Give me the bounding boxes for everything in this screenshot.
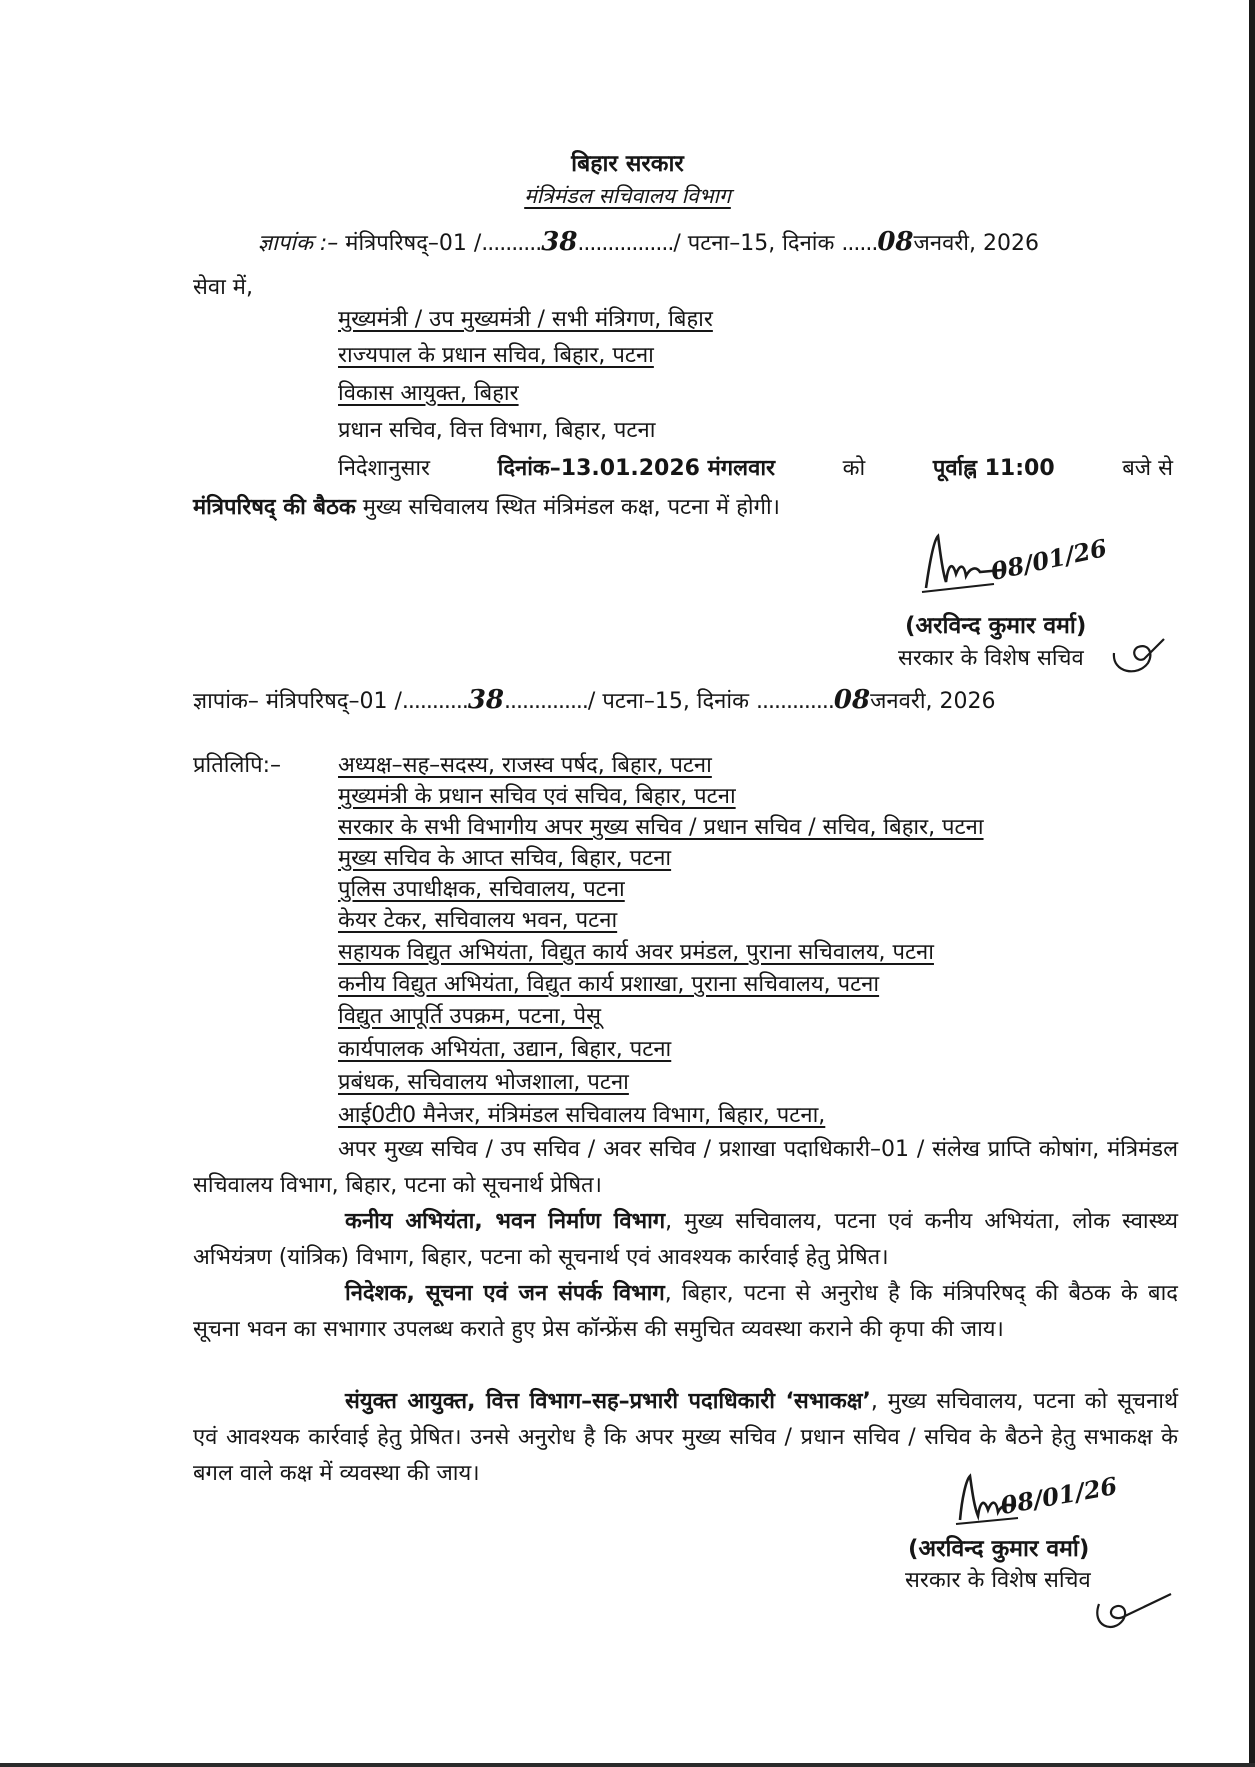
memo-ref-label: ज्ञापांक :– bbox=[258, 231, 339, 256]
copy-recipient: प्रबंधक, सचिवालय भोजशाला, पटना bbox=[338, 1070, 629, 1095]
memo-month-year: जनवरी, 2026 bbox=[870, 689, 996, 714]
recipient-item: विकास आयुक्त, बिहार bbox=[338, 381, 519, 406]
signatory-name: (अरविन्द कुमार वर्मा) bbox=[908, 1536, 1090, 1562]
copy-recipient: आई0टी0 मैनेजर, मंत्रिमंडल सचिवालय विभाग, बिहार, पटना, bbox=[338, 1103, 826, 1128]
initial-mark bbox=[1108, 633, 1168, 681]
signatory-designation: सरकार के विशेष सचिव bbox=[898, 646, 1084, 671]
memo-month-year: जनवरी, 2026 bbox=[913, 231, 1039, 256]
notice-line-1: निदेशानुसार दिनांक–13.01.2026 मंगलवार को पूर्वाह्न 11:00 बजे से bbox=[338, 456, 1173, 481]
memo-ref-prefix: मंत्रिपरिषद्–01 / bbox=[265, 689, 402, 714]
copy-recipient: अध्यक्ष–सह–सदस्य, राजस्व पर्षद, बिहार, पटना bbox=[338, 753, 712, 778]
forward-paragraph-4: संयुक्त आयुक्त, वित्त विभाग–सह–प्रभारी पदाधिकारी ‘सभाकक्ष’, मुख्य सचिवालय, पटना को सूचनार्थ एवं आवश्यक कार्रवाई हेतु प्रेषित। उनसे अनुरोध है कि अपर मुख्य सचिव / प्रधान सचिव / सचिव के बैठने हेतु सभाकक्ष के बगल वाले कक्ष में व्यवस्था की जाय। bbox=[193, 1389, 1178, 1486]
recipient-item: राज्यपाल के प्रधान सचिव, बिहार, पटना bbox=[338, 343, 654, 368]
memo-reference-line-1: ज्ञापांक :– मंत्रिपरिषद्–01 /..........38................/ पटना–15, दिनांक ......08जनवरी, 2026 bbox=[258, 227, 1039, 257]
recipient-item: प्रधान सचिव, वित्त विभाग, बिहार, पटना bbox=[338, 418, 656, 443]
memo-ref-prefix: मंत्रिपरिषद्–01 / bbox=[345, 231, 482, 256]
memo-day: 08 bbox=[833, 685, 871, 715]
signatory-designation: सरकार के विशेष सचिव bbox=[905, 1568, 1091, 1593]
memo-day: 08 bbox=[877, 227, 914, 257]
meeting-date: दिनांक–13.01.2026 मंगलवार bbox=[497, 456, 776, 481]
memo-city-date-label: / पटना–15, दिनांक bbox=[587, 689, 749, 714]
signature-date: 08/01/26 bbox=[988, 533, 1110, 586]
copy-recipient: पुलिस उपाधीक्षक, सचिवालय, पटना bbox=[338, 877, 625, 902]
forward-paragraph-3: निदेशक, सूचना एवं जन संपर्क विभाग, बिहार, पटना से अनुरोध है कि मंत्रिपरिषद् की बैठक के बाद सूचना भवन का सभागार उपलब्ध कराते हुए प्रेस कॉन्फ्रेंस की समुचित व्यवस्था कराने की कृपा की जाय। bbox=[193, 1281, 1178, 1342]
signatory-name: (अरविन्द कुमार वर्मा) bbox=[905, 613, 1087, 639]
department-heading: मंत्रिमंडल सचिवालय विभाग bbox=[524, 184, 731, 208]
meeting-time: पूर्वाह्न 11:00 bbox=[932, 456, 1055, 481]
copy-recipient: मुख्य सचिव के आप्त सचिव, बिहार, पटना bbox=[338, 846, 672, 871]
scan-edge-right bbox=[1249, 0, 1255, 1767]
signature-date: 08/01/26 bbox=[998, 1471, 1120, 1521]
recipient-item: मुख्यमंत्री / उप मुख्यमंत्री / सभी मंत्रिगण, बिहार bbox=[338, 307, 713, 332]
government-heading: बिहार सरकार bbox=[571, 151, 684, 177]
salutation: सेवा में, bbox=[193, 275, 253, 300]
memo-number: 38 bbox=[541, 227, 578, 257]
copy-recipient: कार्यपालक अभियंता, उद्यान, बिहार, पटना bbox=[338, 1037, 672, 1062]
forward-paragraph-1: अपर मुख्य सचिव / उप सचिव / अवर सचिव / प्रशाखा पदाधिकारी–01 / संलेख प्राप्ति कोषांग, मंत्रिमंडल सचिवालय विभाग, बिहार, पटना को सूचनार्थ प्रेषित। bbox=[193, 1137, 1178, 1198]
initial-mark bbox=[1085, 1590, 1175, 1640]
forward-paragraph-2: कनीय अभियंता, भवन निर्माण विभाग, मुख्य सचिवालय, पटना एवं कनीय अभियंता, लोक स्वास्थ्य अभियंत्रण (यांत्रिक) विभाग, बिहार, पटना को सूचनार्थ एवं आवश्यक कार्रवाई हेतु प्रेषित। bbox=[193, 1209, 1178, 1270]
copy-recipient: मुख्यमंत्री के प्रधान सचिव एवं सचिव, बिहार, पटना bbox=[338, 784, 736, 809]
meeting-title: मंत्रिपरिषद् की बैठक bbox=[193, 495, 356, 520]
scan-edge-bottom bbox=[0, 1763, 1255, 1767]
memo-ref-label: ज्ञापांक– bbox=[193, 689, 259, 714]
memo-number: 38 bbox=[467, 685, 505, 715]
copy-label: प्रतिलिपि:– bbox=[193, 753, 281, 778]
copy-recipient: सहायक विद्युत अभियंता, विद्युत कार्य अवर प्रमंडल, पुराना सचिवालय, पटना bbox=[338, 940, 934, 965]
copy-recipient: कनीय विद्युत अभियंता, विद्युत कार्य प्रशाखा, पुराना सचिवालय, पटना bbox=[338, 972, 880, 997]
memo-reference-line-2: ज्ञापांक– मंत्रिपरिषद्–01 /...........38............../ पटना–15, दिनांक .............08जनवरी, 2026 bbox=[193, 685, 996, 715]
memo-city-date-label: / पटना–15, दिनांक bbox=[673, 231, 835, 256]
copy-recipient: केयर टेकर, सचिवालय भवन, पटना bbox=[338, 908, 618, 933]
copy-recipient: सरकार के सभी विभागीय अपर मुख्य सचिव / प्रधान सचिव / सचिव, बिहार, पटना bbox=[338, 815, 984, 840]
copy-recipient: विद्युत आपूर्ति उपक्रम, पटना, पेसू bbox=[338, 1004, 601, 1029]
notice-line-2: मंत्रिपरिषद् की बैठक मुख्य सचिवालय स्थित मंत्रिमंडल कक्ष, पटना में होगी। bbox=[193, 495, 781, 520]
